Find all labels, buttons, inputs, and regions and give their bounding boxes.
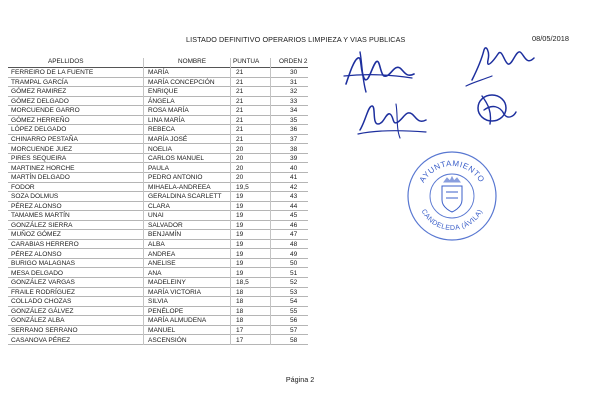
nombre-cell: ANA <box>148 269 162 277</box>
apellidos-cell: FERREIRO DE LA FUENTE <box>11 69 94 77</box>
puntuacion-cell: 18 <box>236 317 244 325</box>
apellidos-cell: CHINARRO PESTAÑA <box>11 136 78 144</box>
nombre-cell: GERALDINA SCARLETT <box>148 193 222 201</box>
table-row <box>8 202 308 212</box>
nombre-cell: NOELIA <box>148 145 173 153</box>
apellidos-cell: COLLADO CHOZAS <box>11 298 72 306</box>
orden-cell: 55 <box>290 307 298 315</box>
table-body <box>8 68 308 345</box>
table-row <box>8 278 308 288</box>
nombre-cell: ÁNGELA <box>148 97 175 105</box>
puntuacion-cell: 19 <box>236 241 244 249</box>
orden-cell: 57 <box>290 326 298 334</box>
puntuacion-cell: 20 <box>236 145 244 153</box>
table-row <box>8 106 308 116</box>
apellidos-cell: MORCUENDE JUEZ <box>11 145 73 153</box>
nombre-cell: SALVADOR <box>148 221 183 229</box>
orden-cell: 41 <box>290 174 298 182</box>
orden-cell: 37 <box>290 136 298 144</box>
nombre-cell: MARÍA <box>148 69 169 77</box>
column-divider <box>143 58 144 345</box>
apellidos-cell: GONZÁLEZ ALBA <box>11 317 65 325</box>
orden-cell: 35 <box>290 116 298 124</box>
signature-4 <box>470 86 520 128</box>
table-row <box>8 268 308 278</box>
puntuacion-cell: 19 <box>236 212 244 220</box>
signature-3 <box>356 100 430 140</box>
puntuacion-cell: 20 <box>236 164 244 172</box>
orden-cell: 32 <box>290 88 298 96</box>
puntuacion-cell: 19 <box>236 260 244 268</box>
column-divider <box>270 58 271 345</box>
puntuacion-cell: 19 <box>236 231 244 239</box>
signature-2 <box>464 40 542 90</box>
table-row <box>8 68 308 78</box>
puntuacion-cell: 21 <box>236 78 244 86</box>
apellidos-cell: SERRANO SERRANO <box>11 326 78 334</box>
nombre-cell: ASCENSIÓN <box>148 336 187 344</box>
table-row <box>8 87 308 97</box>
seal-top-text: AYUNTAMIENTO <box>417 158 487 185</box>
apellidos-cell: GÓMEZ DELGADO <box>11 97 69 105</box>
puntuacion-cell: 21 <box>236 126 244 134</box>
apellidos-cell: PIRES SEQUEIRA <box>11 155 67 163</box>
orden-cell: 43 <box>290 193 298 201</box>
coat-of-arms-icon <box>442 177 462 212</box>
table-row <box>8 211 308 221</box>
table-header <box>8 58 308 68</box>
puntuacion-cell: 21 <box>236 88 244 96</box>
puntuacion-cell: 19,5 <box>236 183 249 191</box>
nombre-cell: PENÉLOPE <box>148 307 184 315</box>
table-row <box>8 116 308 126</box>
puntuacion-cell: 21 <box>236 136 244 144</box>
nombre-cell: ROSA MARÍA <box>148 107 189 115</box>
orden-cell: 33 <box>290 97 298 105</box>
header-apellidos: APELLIDOS <box>48 58 84 65</box>
nombre-cell: MARÍA VICTORIA <box>148 288 201 296</box>
table-row <box>8 183 308 193</box>
puntuacion-cell: 19 <box>236 221 244 229</box>
apellidos-cell: MORCUENDE GARRO <box>11 107 80 115</box>
orden-cell: 58 <box>290 336 298 344</box>
orden-cell: 54 <box>290 298 298 306</box>
apellidos-cell: LÓPEZ DELGADO <box>11 126 67 134</box>
nombre-cell: ANELISE <box>148 260 176 268</box>
nombre-cell: MADELEINY <box>148 279 186 287</box>
document-title: LISTADO DEFINITIVO OPERARIOS LIMPIEZA Y VIAS PUBLICAS <box>186 35 406 44</box>
orden-cell: 47 <box>290 231 298 239</box>
header-puntua: PUNTUA <box>233 58 260 65</box>
table-row <box>8 163 308 173</box>
orden-cell: 45 <box>290 212 298 220</box>
puntuacion-cell: 20 <box>236 174 244 182</box>
table-row <box>8 78 308 88</box>
orden-cell: 53 <box>290 288 298 296</box>
table-row <box>8 135 308 145</box>
puntuacion-cell: 18 <box>236 288 244 296</box>
header-orden: ORDEN 2 <box>279 58 308 65</box>
apellidos-cell: CASANOVA PÉREZ <box>11 336 71 344</box>
apellidos-cell: MARTÍN DELGADO <box>11 174 70 182</box>
apellidos-cell: FODOR <box>11 183 35 191</box>
apellidos-cell: GONZÁLEZ GÁLVEZ <box>11 307 74 315</box>
table-row <box>8 230 308 240</box>
nombre-cell: MANUEL <box>148 326 176 334</box>
apellidos-cell: GONZÁLEZ SIERRA <box>11 221 73 229</box>
signature-1 <box>340 48 420 96</box>
orden-cell: 31 <box>290 78 298 86</box>
orden-cell: 36 <box>290 126 298 134</box>
nombre-cell: ENRIQUE <box>148 88 178 96</box>
table-row <box>8 125 308 135</box>
puntuacion-cell: 17 <box>236 336 244 344</box>
nombre-cell: ANDREA <box>148 250 176 258</box>
apellidos-cell: PÉREZ ALONSO <box>11 250 62 258</box>
apellidos-cell: MUÑOZ GÓMEZ <box>11 231 61 239</box>
puntuacion-cell: 17 <box>236 326 244 334</box>
nombre-cell: LINA MARÍA <box>148 116 185 124</box>
candidates-table <box>8 58 308 345</box>
nombre-cell: MARÍA CONCEPCIÓN <box>148 78 215 86</box>
seal-bottom-text: CANDELEDA (ÁVILA) <box>419 208 485 233</box>
table-row <box>8 240 308 250</box>
document-date: 08/05/2018 <box>532 34 569 43</box>
orden-cell: 39 <box>290 155 298 163</box>
table-row <box>8 316 308 326</box>
puntuacion-cell: 21 <box>236 116 244 124</box>
table-row <box>8 307 308 317</box>
table-row <box>8 288 308 298</box>
nombre-cell: CLARA <box>148 202 170 210</box>
apellidos-cell: GÓMEZ RAMIREZ <box>11 88 67 96</box>
nombre-cell: ALBA <box>148 241 165 249</box>
nombre-cell: BENJAMÍN <box>148 231 182 239</box>
nombre-cell: MARÍA JOSÉ <box>148 136 188 144</box>
table-row <box>8 144 308 154</box>
orden-cell: 48 <box>290 241 298 249</box>
puntuacion-cell: 21 <box>236 97 244 105</box>
puntuacion-cell: 18,5 <box>236 279 249 287</box>
nombre-cell: REBECA <box>148 126 175 134</box>
puntuacion-cell: 19 <box>236 193 244 201</box>
apellidos-cell: MARTINEZ HORCHE <box>11 164 75 172</box>
orden-cell: 50 <box>290 260 298 268</box>
nombre-cell: UNAI <box>148 212 164 220</box>
header-nombre: NOMBRE <box>178 58 207 65</box>
puntuacion-cell: 18 <box>236 298 244 306</box>
nombre-cell: PAULA <box>148 164 169 172</box>
orden-cell: 40 <box>290 164 298 172</box>
table-row <box>8 249 308 259</box>
apellidos-cell: GONZÁLEZ VARGAS <box>11 279 75 287</box>
orden-cell: 30 <box>290 69 298 77</box>
table-row <box>8 221 308 231</box>
table-row <box>8 154 308 164</box>
town-hall-seal <box>404 146 500 242</box>
puntuacion-cell: 21 <box>236 69 244 77</box>
nombre-cell: CARLOS MANUEL <box>148 155 205 163</box>
table-row <box>8 192 308 202</box>
orden-cell: 46 <box>290 221 298 229</box>
orden-cell: 49 <box>290 250 298 258</box>
table-row <box>8 297 308 307</box>
nombre-cell: MARÍA ALMUDENA <box>148 317 207 325</box>
table-row <box>8 173 308 183</box>
table-row <box>8 326 308 336</box>
nombre-cell: PEDRO ANTONIO <box>148 174 203 182</box>
apellidos-cell: BURIGO MALAGNAS <box>11 260 76 268</box>
nombre-cell: SILVIA <box>148 298 168 306</box>
table-row <box>8 97 308 107</box>
page-number: Página 2 <box>285 375 315 384</box>
table-row <box>8 335 308 345</box>
nombre-cell: MIHAELA-ANDREEA <box>148 183 211 191</box>
puntuacion-cell: 21 <box>236 107 244 115</box>
orden-cell: 52 <box>290 279 298 287</box>
orden-cell: 34 <box>290 107 298 115</box>
puntuacion-cell: 19 <box>236 250 244 258</box>
apellidos-cell: TRAMPAL GARCÍA <box>11 78 69 86</box>
apellidos-cell: TAMAMES MARTÍN <box>11 212 70 220</box>
apellidos-cell: MESA DELGADO <box>11 269 64 277</box>
apellidos-cell: FRAILE RODRÍGUEZ <box>11 288 76 296</box>
puntuacion-cell: 19 <box>236 269 244 277</box>
orden-cell: 42 <box>290 183 298 191</box>
apellidos-cell: SOZA DOLMUS <box>11 193 59 201</box>
orden-cell: 51 <box>290 269 298 277</box>
column-divider <box>230 58 231 345</box>
apellidos-cell: CARABIAS HERRERO <box>11 241 79 249</box>
puntuacion-cell: 19 <box>236 202 244 210</box>
apellidos-cell: PÉREZ ALONSO <box>11 202 62 210</box>
puntuacion-cell: 18 <box>236 307 244 315</box>
table-row <box>8 259 308 269</box>
orden-cell: 44 <box>290 202 298 210</box>
orden-cell: 56 <box>290 317 298 325</box>
puntuacion-cell: 20 <box>236 155 244 163</box>
apellidos-cell: GÓMEZ HERREÑO <box>11 116 70 124</box>
orden-cell: 38 <box>290 145 298 153</box>
